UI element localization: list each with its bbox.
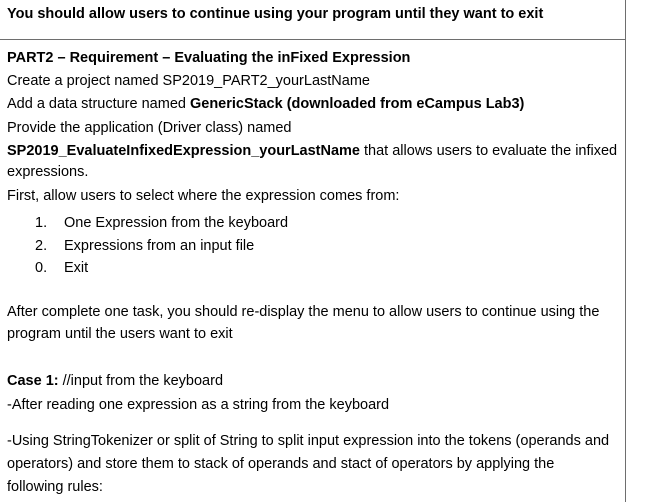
driver-class-line bbox=[7, 141, 617, 161]
tokenize-line-1: -Using StringTokenizer or split of String to split input expression into the tokens (operands and bbox=[7, 433, 610, 449]
menu-item-text: Expressions from an input file bbox=[64, 238, 255, 254]
menu-item-text: Exit bbox=[64, 260, 89, 276]
menu-item-number: 2. bbox=[35, 238, 48, 254]
provide-app-line: Provide the application (Driver class) named bbox=[7, 120, 292, 136]
part2-heading: PART2 – Requirement – Evaluating the inFixed Expression bbox=[7, 50, 411, 66]
after-task-line-1: After complete one task, you should re-display the menu to allow users to continue using the bbox=[7, 304, 600, 320]
top-note: You should allow users to continue using your program until they want to exit bbox=[7, 6, 544, 22]
menu-item-text: One Expression from the keyboard bbox=[64, 215, 289, 231]
case1-label: Case 1: bbox=[7, 373, 63, 389]
part2-cell bbox=[0, 40, 626, 502]
driver-class-name: SP2019_EvaluateInfixedExpression_yourLastName bbox=[7, 143, 360, 159]
add-structure-bold: GenericStack (downloaded from eCampus Lab3) bbox=[189, 96, 525, 112]
first-select-line: First, allow users to select where the expression comes from: bbox=[7, 188, 400, 204]
after-task-line-2: program until the users want to exit bbox=[7, 326, 233, 342]
add-structure-line bbox=[7, 94, 524, 114]
tokenize-line-2: operators) and store them to stack of operands and stact of operators by applying the bbox=[7, 456, 555, 472]
case1-comment: //input from the keyboard bbox=[62, 373, 224, 389]
driver-class-rest: that allows users to evaluate the infixed bbox=[360, 143, 618, 159]
case1-line bbox=[7, 371, 223, 391]
expressions-line: expressions. bbox=[7, 164, 89, 180]
menu-item-number: 0. bbox=[35, 260, 48, 276]
tokenize-line-3: following rules: bbox=[7, 479, 103, 495]
add-structure-prefix: Add a data structure named bbox=[7, 96, 190, 112]
create-project-line: Create a project named SP2019_PART2_yourLastName bbox=[7, 73, 370, 89]
menu-item-number: 1. bbox=[35, 215, 48, 231]
case1-after-line: -After reading one expression as a string from the keyboard bbox=[7, 397, 390, 413]
top-note-cell bbox=[0, 0, 626, 40]
